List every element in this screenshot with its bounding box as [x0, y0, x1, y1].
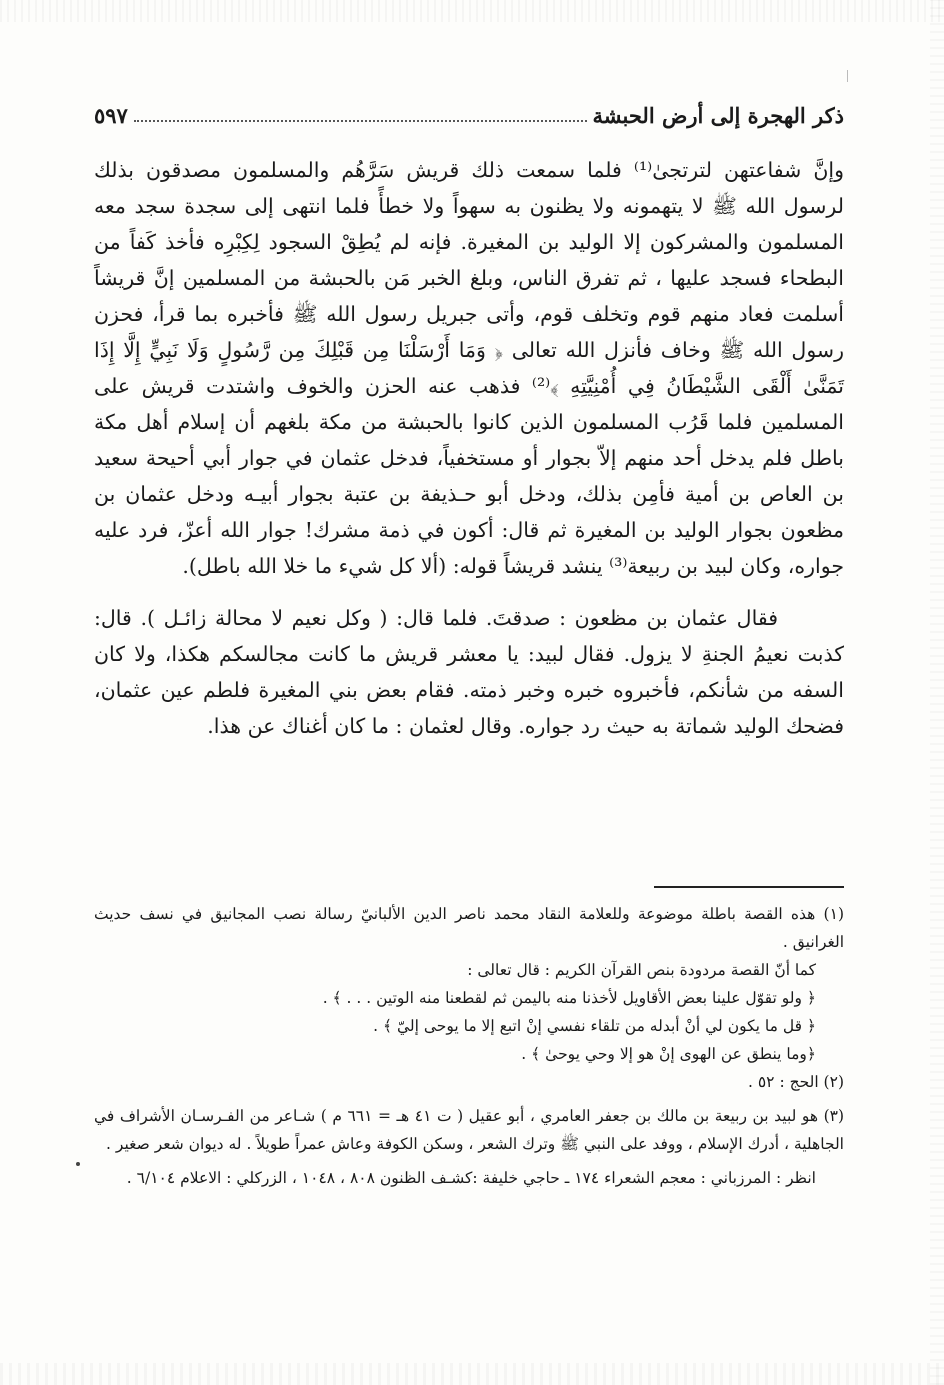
footnote-3-references: انظر : المرزباني : معجم الشعراء ١٧٤ ـ حاجي خليفة :كشـف الظنون ٨٠٨ ، ١٠٤٨ ، الزركلي : الاعلام ٦/١٠٤ . [126, 1169, 816, 1187]
footnote-1: (١) هذه القصة باطلة موضوعة وللعلامة النقاد محمد ناصر الدين الألبانيّ رسالة نصب المجانيق في نسف حديث الغرانيق . [94, 905, 844, 951]
body-paragraph-2: فقال عثمان بن مظعون : صدقتَ. فلما قال: ( وكل نعيم لا محالة زائـل ). قال: كذبت نعيمُ الجنةِ لا يزول. فقال لبيد: يا معشر قريش ما كانت مجالسكم هكذا، ولا كان السفه من شأنكم، فأخبروه خبره وخبر ذمته. فقام بعض بني المغيرة فلطم عين عثمان، فضحك الوليد شماتة به حيث رد جواره. وقال لعثمان : ما كان أغناك عن هذا. [94, 606, 844, 738]
page-number: ٥٩٧ [94, 103, 128, 128]
scan-mark [847, 70, 848, 82]
scan-edge-top [0, 0, 944, 22]
footnote-2: (٢) الحج : ٥٢ . [748, 1073, 844, 1091]
footnote-1-verse-2: ﴿ قل ما يكون لي أنْ أبدله من تلقاء نفسي إنْ اتبع إلا ما يوحى إليّ ﴾ . [373, 1017, 816, 1035]
page-header [94, 98, 844, 128]
main-text [94, 152, 844, 744]
scan-edge-right [930, 0, 944, 1385]
footnote-1-line-2: كما أنّ القصة مردودة بنص القرآن الكريم : قال تعالى : [467, 961, 816, 979]
margin-dot [76, 1162, 80, 1166]
header-leader-dots [134, 120, 587, 122]
footnote-1-verse-3: ﴿وما ينطق عن الهوى إنْ هو إلا وحي يوحىٰ ﴾ . [521, 1045, 816, 1063]
footnote-3: (٣) هو لبيد بن ربيعة بن مالك بن جعفر العامري ، أبو عقيل ( ت ٤١ هـ = ٦٦١ م ) شـاعر من الفـرسـان الأشراف في الجاهلية ، أدرك الإسلام ، ووفد على النبي ﷺ وترك الشعر ، وسكن الكوفة وعاش عمراً طويلاً . له ديوان شعر صغير . [94, 1107, 845, 1153]
footnote-separator [654, 886, 844, 888]
footnotes [94, 900, 844, 1192]
body-paragraph-1: وإنَّ شفاعتهن لترتجىٰ⁽¹⁾ فلما سمعت ذلك قريش سَرَّهُم والمسلمون مصدقون بذلك لرسول الله ﷺ لا يتهمونه ولا يظنون به سهواً ولا خطأً فلما انتهى إلى سجدة سجد معه المسلمون والمشركون إلا الوليد بن المغيرة. فإنه لم يُطِقْ السجود لِكِبْرِه فأخذ كَفاً من البطحاء فسجد عليها ، ثم تفرق الناس، وبلغ الخبر مَن بالحبشة من المسلمين إنَّ قريشاً أسلمت فعاد منهم قوم وتخلف قوم، وأتى جبريل رسول الله ﷺ فأخبره بما قرأ، فحزن رسول الله ﷺ وخاف فأنزل الله تعالى ﴿ وَمَا أَرْسَلْنَا مِن قَبْلِكَ مِن رَّسُولٍ وَلَا نَبِيٍّ إِلَّا إِذَا تَمَنَّىٰ أَلْقَى الشَّيْطَانُ فِي أُمْنِيَّتِهِ ﴾⁽²⁾ فذهب عنه الحزن والخوف واشتدت قريش على المسلمين فلما قَرُب المسلمون الذين كانوا بالحبشة من مكة بلغهم أن إسلام أهل مكة باطل فلم يدخل أحد منهم إلاّ بجوار أو مستخفياً، فدخل عثمان في جوار أبي أحيحة سعيد بن العاص بن أمية فأمِن بذلك، ودخل أبو حـذيفة بن عتبة بجوار أبيـه ودخل عثمان بن مظعون بجوار الوليد بن المغيرة ثم قال: أكون في ذمة مشرك! جوار الله أعزّ، فرد عليه جواره، وكان لبيد بن ربيعة⁽³⁾ ينشد قريشاً قوله: (ألا كل شيء ما خلا الله باطل). [94, 158, 844, 578]
running-title: ذكر الهجرة إلى أرض الحبشة [592, 103, 844, 128]
scan-edge-bottom [0, 1363, 944, 1385]
footnote-1-verse-1: ﴿ ولو تقوّل علينا بعض الأقاويل لأخذنا منه باليمن ثم لقطعنا منه الوتين . . . ﴾ . [322, 989, 816, 1007]
